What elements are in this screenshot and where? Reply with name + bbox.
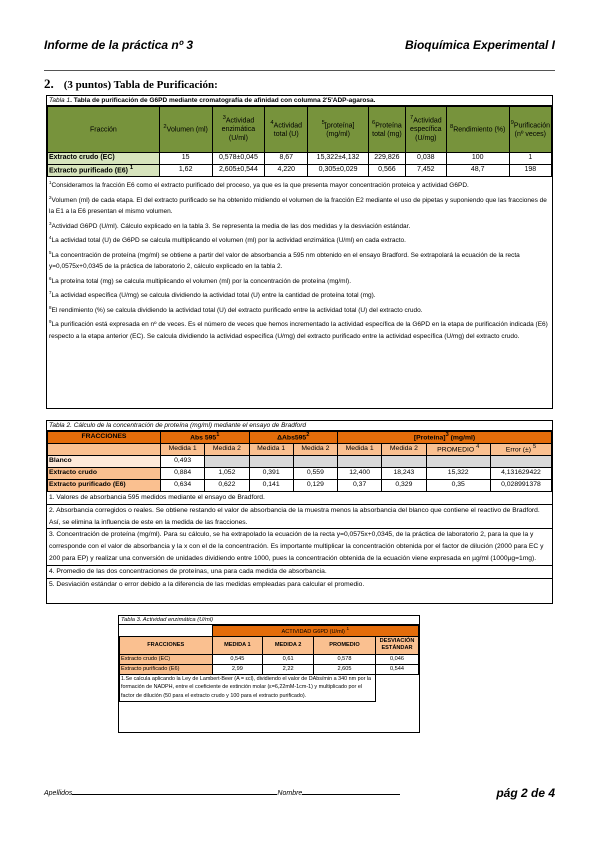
table2-caption: Tabla 2. Cálculo de la concentración de proteína (mg/ml) mediante el ensayo de Bradford xyxy=(47,421,552,431)
page-number: pág 2 de 4 xyxy=(496,786,555,800)
section-title: (3 puntos) Tabla de Purificación: xyxy=(63,79,218,91)
th-proteina: $^5$[proteína] (mg/ml) xyxy=(308,107,369,153)
table3-group-row: ACTIVIDAD G6PD (U/ml) $^1$ xyxy=(120,626,419,637)
table-row: Extracto purificado (E6) 2,99 2,22 2,605 0,544 xyxy=(120,664,419,674)
apellidos-line[interactable] xyxy=(72,794,277,795)
note: 3. Concentración de proteína (mg/ml). Para su cálculo, se ha extrapolado la ecuación de la recta y=0,0575x+0,0345, de la práctica de laboratorio 2, para la que la y corresponde con el valor de absorbancia y la x con el de la concentración. Es importante multiplicar la concentración obtenida por el factor de dilución (2000 para EC y 200 para EP) y realizar una conversión de unidades dividiendo entre 1000, pues la concentración obtenida de la ecuación viene expresada en µg/ml (1000µg=1mg). xyxy=(47,529,552,565)
table-row: Blanco 0,493 xyxy=(48,456,552,468)
table3-box xyxy=(118,615,420,733)
header-divider xyxy=(44,70,555,71)
note: $^6$La proteína total (mg) se calcula multiplicando el volumen (ml) por la concentración de proteína (mg/ml). xyxy=(49,275,352,285)
table-row: Extracto crudo 0,884 1,052 0,391 0,559 12,400 18,243 15,322 4,131629422 xyxy=(48,468,552,480)
th-fraccion: Fracción xyxy=(48,107,160,153)
course-title: Bioquímica Experimental I xyxy=(404,38,555,52)
table3-caption: Tabla 3. Actividad enzimática (U/ml) xyxy=(119,616,419,625)
table1-header-row xyxy=(48,107,552,153)
table2-notes xyxy=(47,492,552,590)
th-dabs595: $\Delta Abs595^2$ xyxy=(249,432,338,444)
footer-fields xyxy=(44,790,400,797)
note: 5. Desviación estándar o error debido a la diferencia de las medidas empleadas para calcular el promedio. xyxy=(49,580,365,588)
th-fracciones: FRACCIONES xyxy=(48,432,161,444)
apellidos-label: Apellidos xyxy=(44,790,73,797)
note: $^2$Volumen (ml) de cada etapa. El del extracto purificado se ha obtenido midiendo el volumen de la fracción E2 mediante el uso de pipetas y suponiendo que las fracciones de la E1 a la E6 presentan el mismo volumen. xyxy=(49,194,547,216)
th-actividad: $^3$Actividad enzimática (U/ml) xyxy=(212,107,265,153)
th-actividad-total: $^4$Actividad total (U) xyxy=(265,107,308,153)
nombre-line[interactable] xyxy=(302,794,400,795)
table1-caption: Tabla 1. Tabla de purificación de G6PD mediante cromatografía de afinidad con columna 2'5'ADP-agarosa. xyxy=(47,96,552,106)
note: $^8$El rendimiento (%) se calcula dividiendo la actividad total (U) del extracto purificado entre la actividad total (U) del extracto crudo. xyxy=(49,304,423,314)
table-row: Extracto purificado (E6) 0,634 0,622 0,141 0,129 0,37 0,329 0,35 0,028991378 xyxy=(48,480,552,492)
note: $^4$La actividad total (U) de G6PD se calcula multiplicando el volumen (ml) por la actividad enzimática (U/ml) en cada extracto. xyxy=(49,235,406,245)
table3-note-row: 1.Se calcula aplicando la Ley de Lambert-Beer (A = εcl), dividiendo el valor de DAbs/min a 340 nm por la formación de NADPH, entre el coeficiente de extinción molar (ε=6,22mM-1cm-1) y multiplicado por el factor de dilución (50 para el extracto crudo y 100 para el extracto purificado). xyxy=(120,674,419,701)
table-row: Extracto purificado (E6) $^1$ 1,62 2,605±0,544 4,220 0,305±0,029 0,566 7,452 48,7 198 xyxy=(48,165,552,177)
note: $^9$La purificación está expresada en nº de veces. Es el número de veces que hemos incrementado la actividad específica de la G6PD en la etapa de purificación indicada (E6) respecto a la etapa anterior (EC). Se calcula dividiendo la actividad específica (U/mg) del extracto purificado entre la actividad específica (U/mg) del extracto crudo. xyxy=(49,319,548,340)
th-abs595: Abs $595^1$ xyxy=(161,432,250,444)
th-purificacion: $^9$Purificación (nº veces) xyxy=(509,107,551,153)
purification-table xyxy=(47,106,552,177)
section-number: 2. xyxy=(44,76,54,91)
table1-box xyxy=(46,95,553,409)
bradford-table xyxy=(47,431,552,492)
note: $^5$La concentración de proteína (mg/ml) se obtiene a partir del valor de absorbancia a 595 nm obtenido en el ensayo Bradford. Se extrapolará la ecuación de la recta y=0,0575x+0,0345 de la práctica de laboratorio 2, cálculo explicado en la tabla 2. xyxy=(49,249,520,271)
note: 1. Valores de absorbancia 595 medidos mediante el ensayo de Bradford. xyxy=(47,492,552,505)
nombre-label: Nombre xyxy=(277,790,303,797)
th-proteina-conc: [Proteína]$^3$ (mg/ml) xyxy=(338,432,552,444)
table-row: Extracto crudo (EC) 0,545 0,61 0,578 0,046 xyxy=(120,654,419,664)
note: 2. Absorbancia corregidos o reales. Se obtiene restando el valor de absorbancia de la muestra menos la absorbancia del blanco que contiene el reactivo de Bradford. Así, se elimina la influencia de este en la medida de las fracciones. xyxy=(47,505,552,530)
th-act-especifica: $^7$Actividad específica (U/mg) xyxy=(405,107,446,153)
table3-header-row: FRACCIONES MEDIDA 1 MEDIDA 2 PROMEDIO DESVIACIÓN ESTÁNDAR xyxy=(120,636,419,654)
table2-box xyxy=(46,420,553,604)
table2-header-row xyxy=(48,432,552,444)
th-proteina-total: $^6$Proteína total (mg) xyxy=(368,107,405,153)
section-heading xyxy=(44,76,218,92)
note: $^1$Consideramos la fracción E6 como el extracto purificado del proceso, ya que es la que presenta mayor concentración proteica y actividad G6PD. xyxy=(49,180,469,190)
note: 4. Promedio de las dos concentraciones de proteínas, una para cada medida de absorbancia. xyxy=(47,566,552,579)
th-rendimiento: $^8$Rendimiento (%) xyxy=(446,107,509,153)
activity-table xyxy=(119,625,419,702)
table2-subheader-row: Medida 1 Medida 2 Medida 1 Medida 2 Medida 1 Medida 2 PROMEDIO $^4$ Error (±) $^5$ xyxy=(48,444,552,456)
table-row: Extracto crudo (EC) 15 0,578±0,045 8,67 15,322±4,132 229,826 0,038 100 1 xyxy=(48,153,552,165)
note: $^3$Actividad G6PD (U/ml). Cálculo explicado en la tabla 3. Se representa la media de las dos medidas y la desviación estándar. xyxy=(49,220,411,230)
report-title: Informe de la práctica nº 3 xyxy=(44,38,194,52)
th-volumen: $^2$Volumen (ml) xyxy=(159,107,212,153)
note: $^7$La actividad específica (U/mg) se calcula dividiendo la actividad total (U) entre la cantidad de proteína total (mg). xyxy=(49,290,376,300)
table1-notes xyxy=(47,177,552,342)
